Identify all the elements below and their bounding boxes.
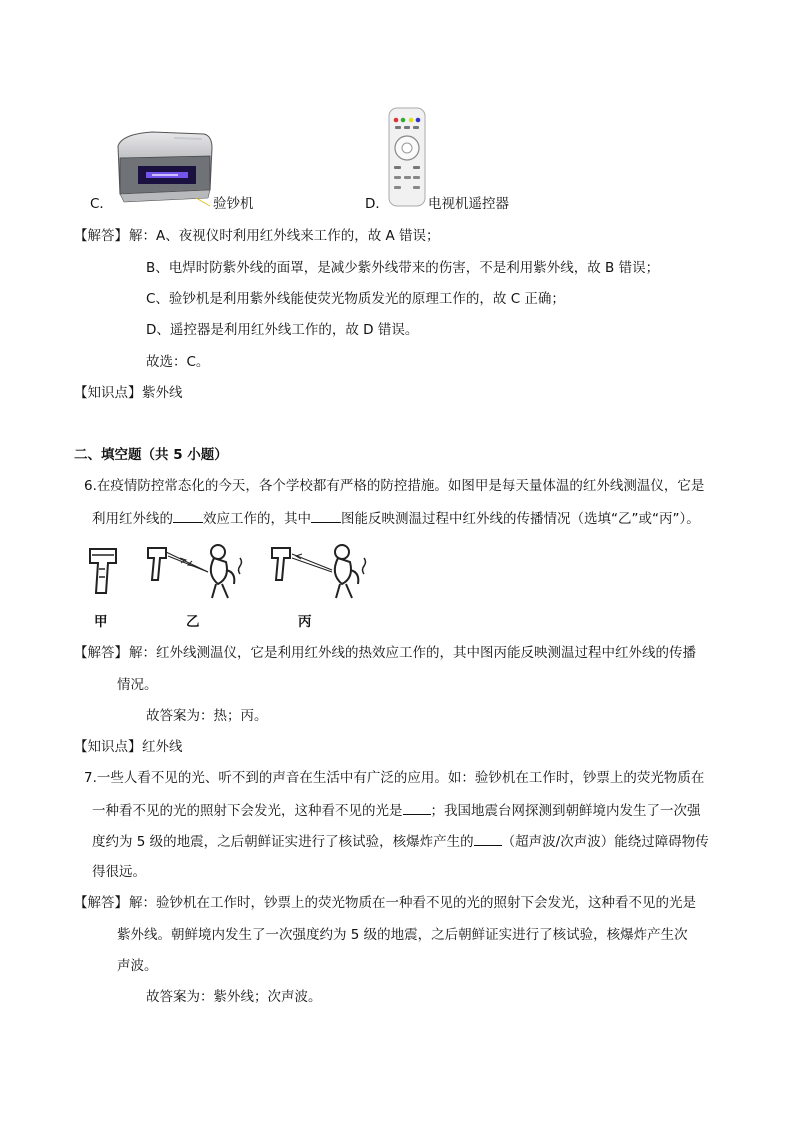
measurement-figure-yi — [144, 540, 252, 602]
figure-label-yi: 乙 — [186, 614, 200, 630]
q7-text-line2 — [92, 800, 701, 821]
figure-label-jia: 甲 — [94, 614, 108, 630]
answer-blank[interactable] — [403, 800, 431, 815]
option-d-label: 电视机遥控器 — [428, 196, 509, 212]
q7-answer-line: 解：验钞机在工作时，钞票上的荧光物质在一种看不见的光的照射下会发光，这种看不见的光是 — [129, 895, 696, 911]
q6-answer-line: 解：红外线测温仪，它是利用红外线的热效应工作的，其中图丙能反映测温过程中红外线的传播 — [129, 645, 696, 661]
q7-text-segment: 度约为 5 级的地震，之后朝鲜证实进行了核试验，核爆炸产生的 — [92, 834, 474, 850]
q7-text-segment: ；我国地震台网探测到朝鲜境内发生了一次强 — [430, 803, 701, 819]
q6-knowledge: 红外线 — [142, 739, 183, 755]
q7-text-line3 — [92, 831, 709, 852]
q5-answer-line: 故选：C。 — [146, 354, 210, 370]
q5-knowledge: 紫外线 — [142, 385, 183, 401]
q6-answer-line: 情况。 — [117, 677, 158, 693]
figure-label-bing: 丙 — [298, 614, 312, 630]
q6-text-segment: 图能反映测温过程中红外线的传播情况（选填“乙”或“丙”）。 — [341, 511, 700, 527]
q7-text-segment: （超声波/次声波）能绕过障碍物传 — [501, 834, 709, 850]
option-c-letter: C． — [90, 196, 113, 212]
q7-text-segment: 一种看不见的光的照射下会发光，这种看不见的光是 — [92, 803, 403, 819]
option-c-label: 验钞机 — [213, 196, 254, 212]
currency-detector-image — [112, 128, 216, 208]
q7-text-line1: 7.一些人看不见的光、听不到的声音在生活中有广泛的应用。如：验钞机在工作时，钞票上的荧光物质在 — [84, 770, 705, 786]
measurement-figure-bing — [268, 540, 376, 602]
q5-answer-line: B、电焊时防紫外线的面罩，是减少紫外线带来的伤害，不是利用紫外线，故 B 错误； — [146, 260, 660, 276]
q7-answer-line: 声波。 — [117, 958, 158, 974]
q7-answer-tag: 【解答】 — [74, 895, 128, 911]
q7-answer-line: 紫外线。朝鲜境内发生了一次强度约为 5 级的地震，之后朝鲜证实进行了核试验，核爆炸产生次 — [117, 927, 688, 943]
section-title: 二、填空题（共 5 小题） — [74, 447, 228, 463]
tv-remote-image — [387, 106, 427, 208]
q7-text-line4: 得很远。 — [92, 864, 146, 880]
q6-answer-final: 故答案为：热；丙。 — [146, 708, 268, 724]
thermometer-figure-jia — [86, 545, 120, 597]
answer-blank[interactable] — [474, 831, 502, 846]
q5-knowledge-tag: 【知识点】 — [74, 385, 142, 401]
answer-blank[interactable] — [311, 508, 341, 523]
q5-answer-tag: 【解答】 — [74, 228, 128, 244]
answer-blank[interactable] — [173, 508, 203, 523]
q7-answer-final: 故答案为：紫外线；次声波。 — [146, 989, 322, 1005]
q5-answer-line: 解：A、夜视仪时利用红外线来工作的，故 A 错误； — [129, 228, 440, 244]
q6-answer-tag: 【解答】 — [74, 645, 128, 661]
q6-text-line2 — [92, 508, 700, 529]
q5-answer-line: C、验钞机是利用紫外线能使荧光物质发光的原理工作的，故 C 正确； — [146, 291, 565, 307]
option-d-letter: D． — [365, 196, 389, 212]
q5-answer-line: D、遥控器是利用红外线工作的，故 D 错误。 — [146, 322, 419, 338]
q6-text-line1: 6.在疫情防控常态化的今天，各个学校都有严格的防控措施。如图甲是每天量体温的红外线测温仪，它是 — [84, 478, 705, 494]
q6-text-segment: 效应工作的，其中 — [203, 511, 311, 527]
q6-text-segment: 利用红外线的 — [92, 511, 173, 527]
q6-knowledge-tag: 【知识点】 — [74, 739, 142, 755]
